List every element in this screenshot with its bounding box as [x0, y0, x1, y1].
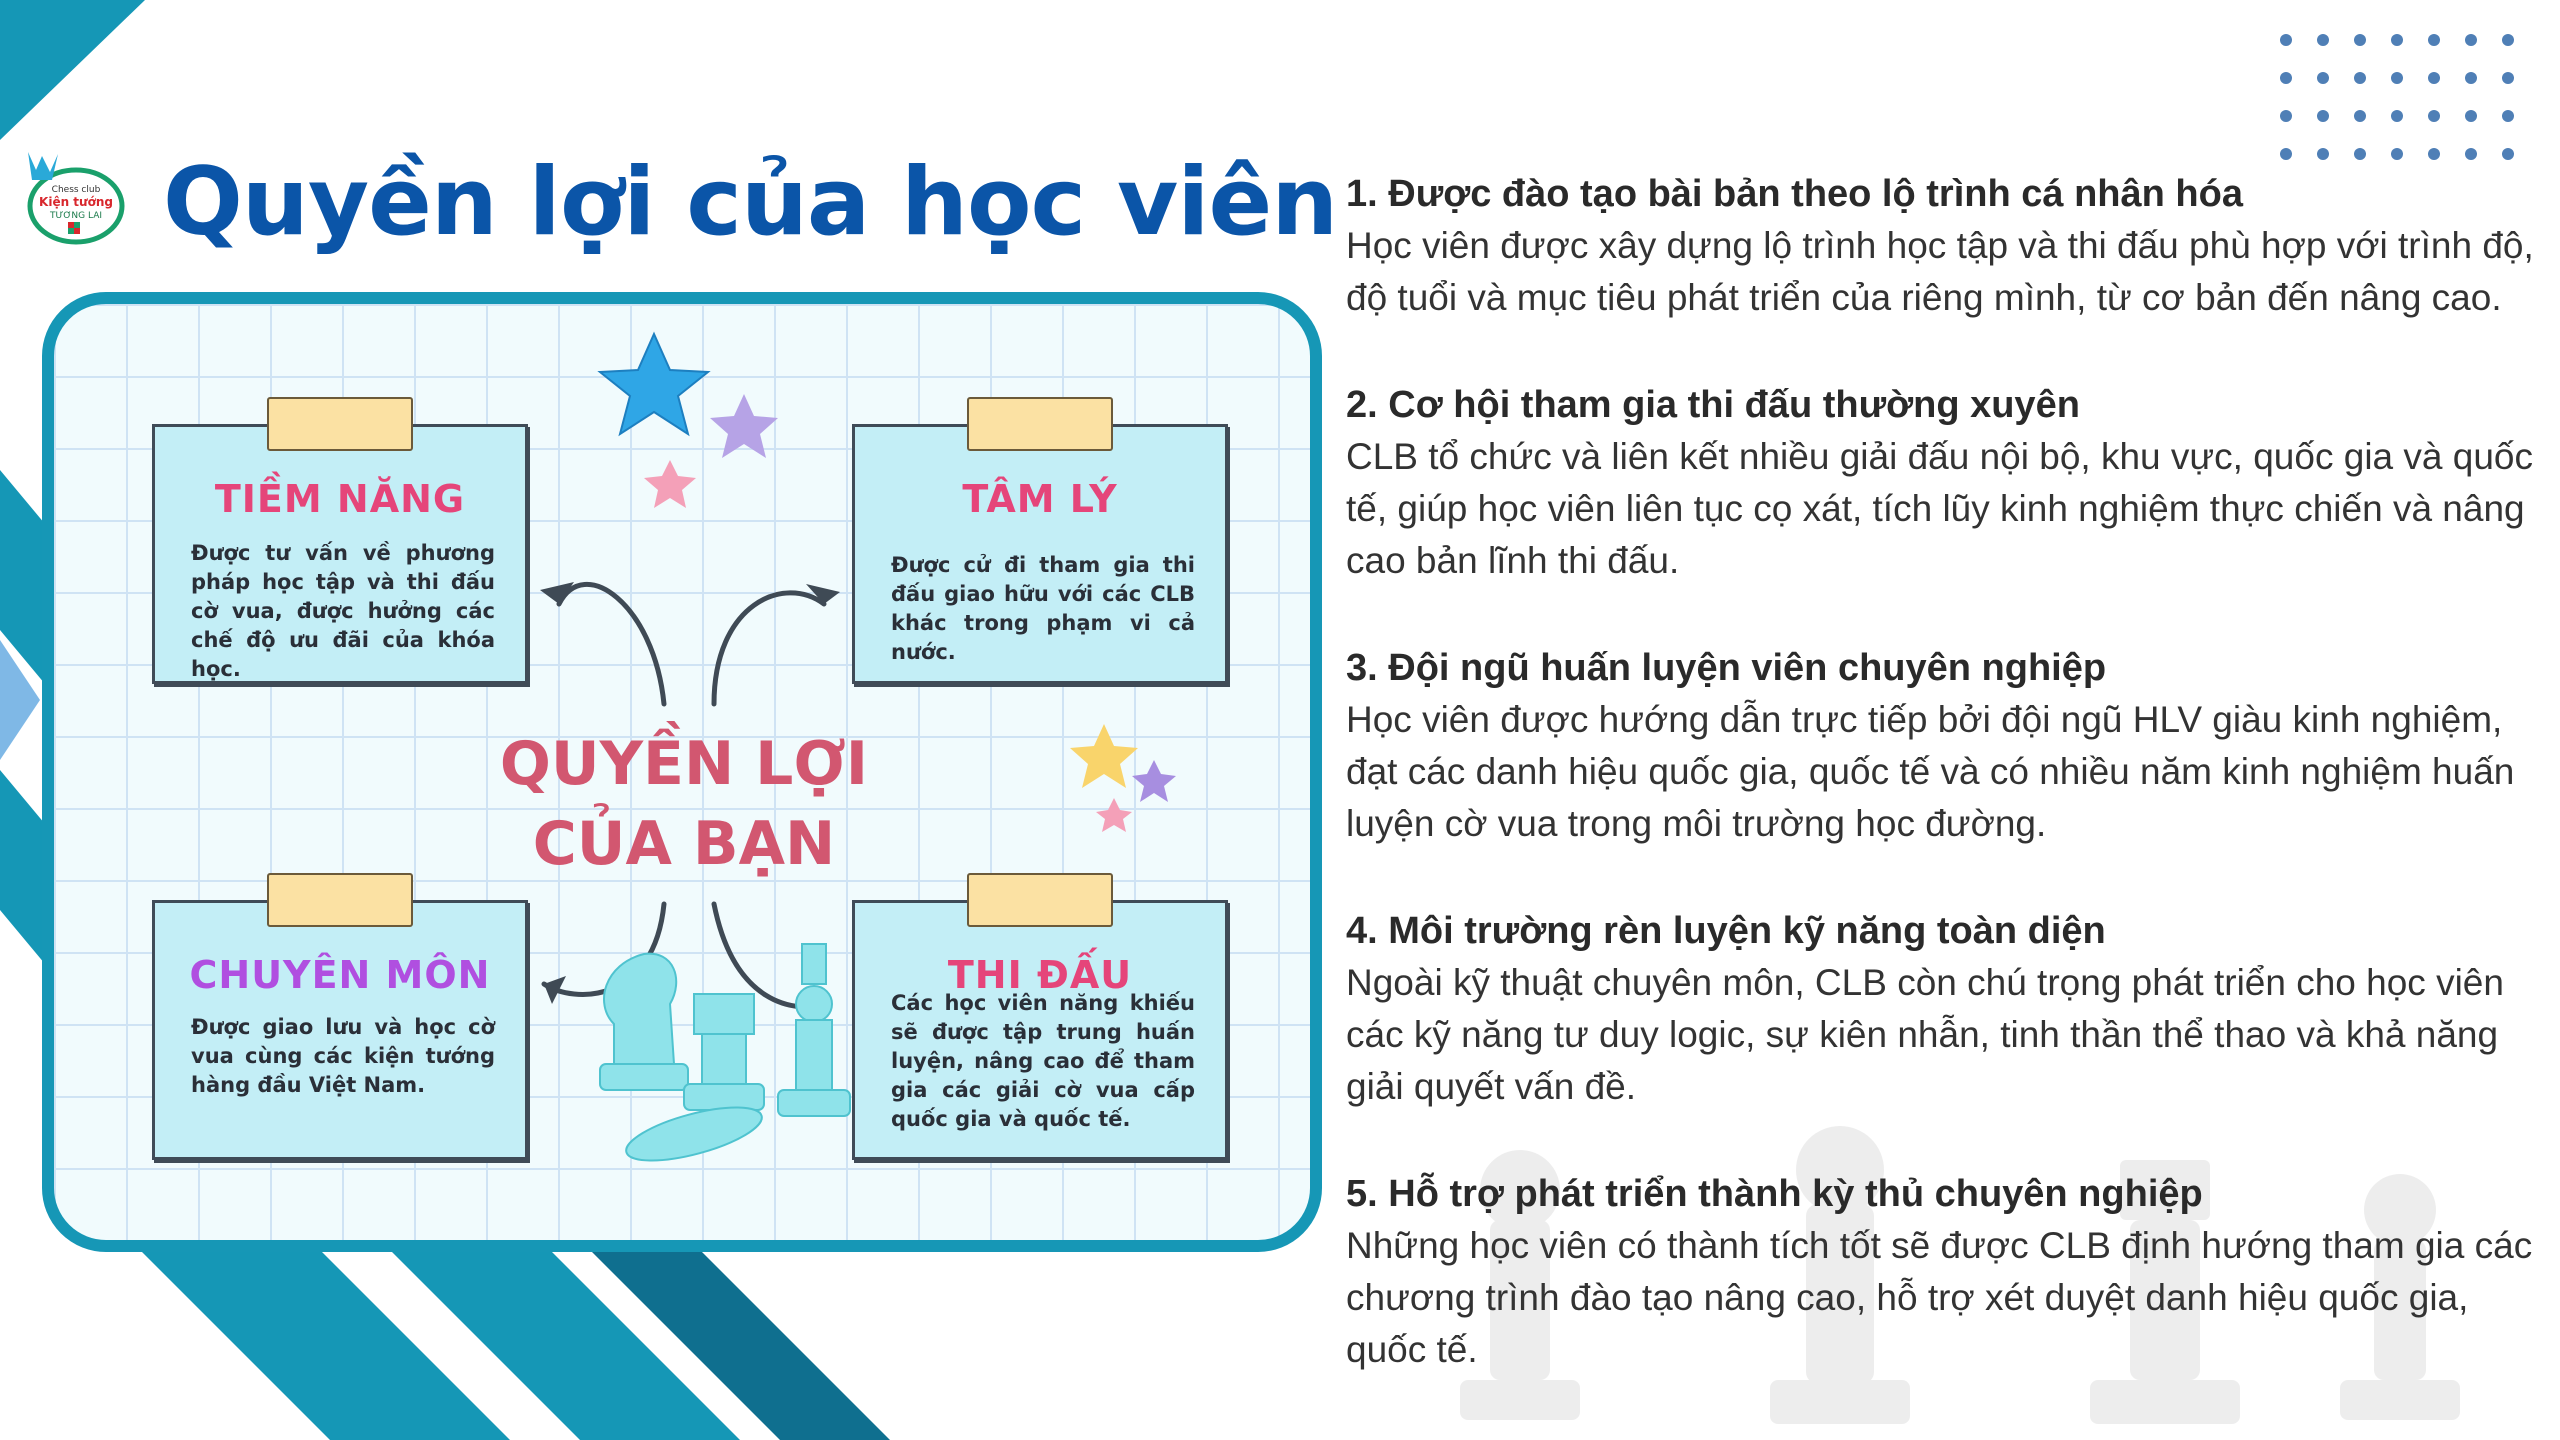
- bottom-stripes: [140, 1250, 960, 1440]
- decor-dot: [2428, 148, 2440, 160]
- benefit-title: 3. Đội ngũ huấn luyện viên chuyên nghiệp: [1346, 647, 2107, 689]
- benefits-list: [1346, 168, 2552, 1431]
- decor-dot: [2354, 34, 2366, 46]
- decor-dot: [2317, 72, 2329, 84]
- decor-dot: [2354, 72, 2366, 84]
- tape-icon: [267, 873, 413, 927]
- benefit-text: Những học viên có thành tích tốt sẽ được CLB định hướng tham gia các chương trình đào tạo nâng cao, hỗ trợ xét duyệt danh hiệu quốc gia, quốc tế.: [1346, 1225, 2533, 1370]
- svg-text:Chess club: Chess club: [51, 185, 101, 195]
- decor-dot: [2465, 72, 2477, 84]
- star-pink-icon: [644, 460, 696, 508]
- decor-dot: [2428, 110, 2440, 122]
- decor-dot: [2280, 72, 2292, 84]
- decor-dot: [2465, 110, 2477, 122]
- card-title: TÂM LÝ: [962, 477, 1118, 521]
- benefit-title: 2. Cơ hội tham gia thi đấu thường xuyên: [1346, 384, 2080, 426]
- tape-icon: [267, 397, 413, 451]
- card-thi-dau: [852, 900, 1228, 1160]
- decor-dot: [2502, 34, 2514, 46]
- arrow-to-tam-ly: [714, 593, 824, 704]
- benefits-poster: [42, 292, 1322, 1252]
- decor-dot: [2317, 148, 2329, 160]
- star-blue-icon: [600, 334, 708, 434]
- center-title-line2: CỦA BẠN: [532, 809, 836, 879]
- benefit-text: Học viên được hướng dẫn trực tiếp bởi đội ngũ HLV giàu kinh nghiệm, đạt các danh hiệu quốc gia, quốc tế và có nhiều năm kinh nghiệm huấn luyện cờ vua trong môi trường học đường.: [1346, 699, 2515, 844]
- decor-dot: [2502, 110, 2514, 122]
- decor-dot: [2280, 148, 2292, 160]
- tape-icon: [967, 873, 1113, 927]
- decor-dot: [2391, 148, 2403, 160]
- decor-dot: [2391, 34, 2403, 46]
- card-tam-ly: [852, 424, 1228, 684]
- star-violet-icon: [1132, 760, 1176, 802]
- decor-dot: [2317, 110, 2329, 122]
- benefit-item: [1346, 905, 2552, 1113]
- chess-pieces-icon: [600, 944, 850, 1171]
- decor-dot: [2391, 72, 2403, 84]
- benefit-item: [1346, 379, 2552, 587]
- benefit-title: 1. Được đào tạo bài bản theo lộ trình cá nhân hóa: [1346, 173, 2243, 215]
- decor-dot: [2317, 34, 2329, 46]
- benefit-text: Ngoài kỹ thuật chuyên môn, CLB còn chú trọng phát triển cho học viên các kỹ năng tư duy logic, sự kiên nhẫn, tinh thần thể thao và khả năng giải quyết vấn đề.: [1346, 962, 2504, 1107]
- decor-dot: [2391, 110, 2403, 122]
- decor-dot: [2354, 110, 2366, 122]
- benefit-item: [1346, 642, 2552, 850]
- benefit-text: Học viên được xây dựng lộ trình học tập và thi đấu phù hợp với trình độ, độ tuổi và mục tiêu phát triển của riêng mình, từ cơ bản đến nâng cao.: [1346, 225, 2534, 318]
- card-text: Được cử đi tham gia thi đấu giao hữu với các CLB khác trong phạm vi cả nước.: [891, 553, 1195, 664]
- benefit-text: CLB tổ chức và liên kết nhiều giải đấu nội bộ, khu vực, quốc gia và quốc tế, giúp học viên liên tục cọ xát, tích lũy kinh nghiệm thực chiến và nâng cao bản lĩnh thi đấu.: [1346, 436, 2533, 581]
- svg-text:Kiện tướng: Kiện tướng: [39, 195, 113, 209]
- decor-dot: [2502, 148, 2514, 160]
- dot-grid-decoration: [2270, 30, 2560, 170]
- card-title: TIỀM NĂNG: [214, 477, 466, 521]
- star-small-pink-icon: [1096, 798, 1132, 832]
- benefit-title: 5. Hỗ trợ phát triển thành kỳ thủ chuyên nghiệp: [1346, 1173, 2203, 1215]
- star-purple-icon: [710, 394, 778, 458]
- decor-dot: [2465, 34, 2477, 46]
- tape-icon: [967, 397, 1113, 451]
- decor-dot: [2280, 34, 2292, 46]
- card-text: Các học viên năng khiếu sẽ được tập trung huấn luyện, nâng cao để tham gia các giải cờ vua cấp quốc gia và quốc tế.: [891, 991, 1195, 1131]
- chess-club-logo-icon: [22, 146, 126, 250]
- poster-center-title: [474, 724, 894, 884]
- card-text: Được giao lưu và học cờ vua cùng các kiện tướng hàng đầu Việt Nam.: [191, 1015, 495, 1097]
- card-chuyen-mon: [152, 900, 528, 1160]
- benefit-title: 4. Môi trường rèn luyện kỹ năng toàn diện: [1346, 910, 2106, 952]
- star-yellow-icon: [1070, 724, 1138, 788]
- benefit-item: [1346, 168, 2552, 324]
- decor-dot: [2428, 34, 2440, 46]
- page-title: Quyền lợi của học viên: [163, 148, 1338, 257]
- card-text: Được tư vấn về phương pháp học tập và thi đấu cờ vua, được hưởng các chế độ ưu đãi của khóa học.: [191, 541, 495, 681]
- decor-dot: [2465, 148, 2477, 160]
- svg-text:TƯƠNG LAI: TƯƠNG LAI: [49, 211, 103, 221]
- decor-dot: [2280, 110, 2292, 122]
- decor-dot: [2428, 72, 2440, 84]
- card-title: THI ĐẤU: [947, 953, 1133, 997]
- decor-dot: [2502, 72, 2514, 84]
- corner-stripe-top-left: [0, 0, 150, 140]
- arrow-to-tiem-nang: [559, 584, 664, 704]
- card-title: CHUYÊN MÔN: [189, 953, 491, 997]
- benefit-item: [1346, 1168, 2552, 1376]
- center-title-line1: QUYỀN LỢI: [499, 729, 869, 799]
- decor-dot: [2354, 148, 2366, 160]
- card-tiem-nang: [152, 424, 528, 684]
